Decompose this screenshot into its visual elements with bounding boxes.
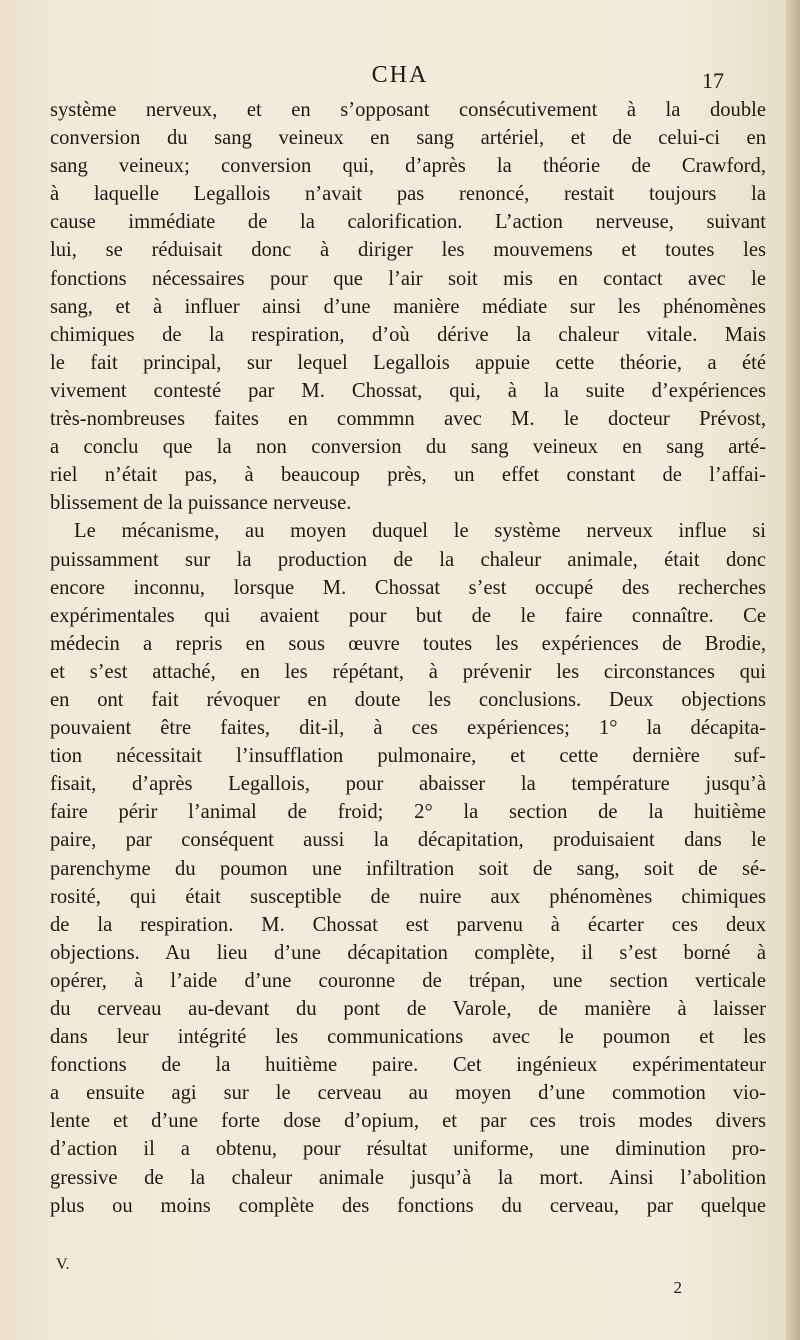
text-line: paire, par conséquent aussi la décapitation, produisaient dans le — [50, 829, 766, 852]
text-line: rosité, qui était susceptible de nuire aux phénomènes chimiques — [50, 885, 766, 908]
page-header — [0, 62, 800, 92]
text-line: et s’est attaché, en les répétant, à prévenir les circonstances qui — [50, 660, 766, 683]
text-line: puissamment sur la production de la chaleur animale, était donc — [50, 548, 766, 571]
running-head: CHA — [371, 62, 429, 88]
text-line: parenchyme du poumon une infiltration soit de sang, soit de sé- — [50, 857, 766, 880]
text-line: cause immédiate de la calorification. L’action nerveuse, suivant — [50, 211, 766, 234]
text-line: plus ou moins complète des fonctions du cerveau, par quelque — [50, 1194, 766, 1217]
text-line: vivement contesté par M. Chossat, qui, à la suite d’expériences — [50, 379, 766, 402]
text-line: le fait principal, sur lequel Legallois appuie cette théorie, a été — [50, 351, 766, 374]
text-line: a conclu que la non conversion du sang veineux en sang arté- — [50, 436, 766, 459]
page-number: 17 — [702, 68, 724, 93]
text-line: dans leur intégrité les communications avec le poumon et les — [50, 1026, 766, 1049]
text-line: de la respiration. M. Chossat est parvenu à écarter ces deux — [50, 913, 766, 936]
body-text — [50, 96, 766, 1220]
text-line: lente et d’une forte dose d’opium, et par ces trois modes divers — [50, 1110, 766, 1133]
text-line: pouvaient être faites, dit-il, à ces expériences; 1° la décapita- — [50, 717, 766, 740]
text-line: sang, et à influer ainsi d’une manière médiate sur les phénomènes — [50, 295, 766, 318]
text-line: encore inconnu, lorsque M. Chossat s’est occupé des recherches — [50, 576, 766, 599]
text-line: du cerveau au-devant du pont de Varole, de manière à laisser — [50, 998, 766, 1020]
page-edge — [786, 0, 800, 1340]
text-line: a ensuite agi sur le cerveau au moyen d’une commotion vio- — [50, 1082, 766, 1105]
text-line: fonctions de la huitième paire. Cet ingénieux expérimentateur — [50, 1054, 766, 1077]
text-line: fisait, d’après Legallois, pour abaisser la température jusqu’à — [50, 773, 766, 796]
text-line: sang veineux; conversion qui, d’après la théorie de Crawford, — [50, 155, 766, 178]
text-line: système nerveux, et en s’opposant consécutivement à la double — [50, 99, 766, 121]
text-line: blissement de la puissance nerveuse. — [50, 492, 352, 515]
text-line: fonctions nécessaires pour que l’air soit mis en contact avec le — [50, 267, 766, 290]
text-line: conversion du sang veineux en sang artériel, et de celui-ci en — [50, 127, 766, 150]
text-line: médecin a repris en sous œuvre toutes les expériences de Brodie, — [50, 632, 766, 655]
text-line: en ont fait révoquer en doute les conclusions. Deux objections — [50, 688, 766, 711]
text-line: à laquelle Legallois n’avait pas renoncé, restait toujours la — [50, 183, 766, 206]
page-footer — [0, 1256, 800, 1316]
text-line: Le mécanisme, au moyen duquel le système nerveux influe si — [74, 520, 766, 543]
text-line: faire périr l’animal de froid; 2° la section de la huitième — [50, 801, 766, 824]
text-line: opérer, à l’aide d’une couronne de trépan, une section verticale — [50, 969, 766, 992]
text-line: très-nombreuses faites en commmn avec M. le docteur Prévost, — [50, 408, 766, 431]
text-line: tion nécessitait l’insufflation pulmonaire, et cette dernière suf- — [50, 745, 766, 768]
text-line: gressive de la chaleur animale jusqu’à la mort. Ainsi l’abolition — [50, 1166, 766, 1189]
text-line: riel n’était pas, à beaucoup près, un effet constant de l’affai- — [50, 464, 766, 487]
text-line: d’action il a obtenu, pour résultat uniforme, une diminution pro- — [50, 1138, 766, 1161]
catchword: 2 — [673, 1278, 682, 1297]
signature-mark: V. — [56, 1256, 70, 1273]
text-line: objections. Au lieu d’une décapitation complète, il s’est borné à — [50, 941, 766, 964]
text-line: expérimentales qui avaient pour but de le faire connaître. Ce — [50, 604, 766, 627]
text-line: lui, se réduisait donc à diriger les mouvemens et toutes les — [50, 239, 766, 262]
text-line: chimiques de la respiration, d’où dérive la chaleur vitale. Mais — [50, 323, 766, 346]
